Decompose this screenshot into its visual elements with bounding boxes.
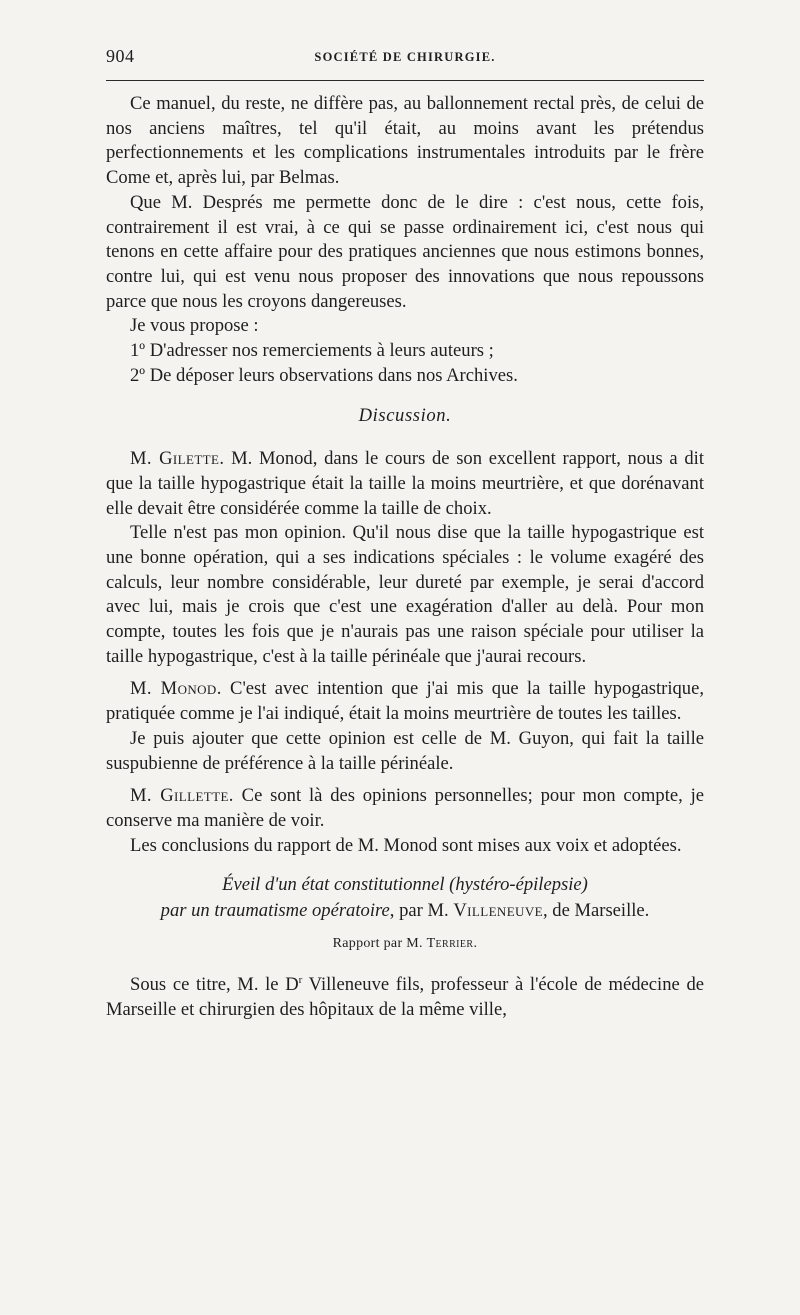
monod-text: C'est avec intention que j'ai mis que la taille hypogastrique, pratiquée comme je l'ai indiqué, était la moins meurtrière de toutes les tailles.: [106, 678, 704, 725]
paragraph-despres: Que M. Després me permette donc de le dire : c'est nous, cette fois, contrairement il est vrai, à ce qui se passe ordinairement ici, c'est nous qui tenons en cette affaire pour des pratiques anciennes que nous estimons bonnes, contre lui, qui est venu nous proposer des innovations que nous repoussons parce que nous les croyons dangereuses.: [106, 191, 704, 312]
rapport-prefix: Rapport par M.: [332, 936, 427, 952]
article-author: Villeneuve: [453, 900, 543, 922]
speaker-monod: M. Monod.: [130, 678, 222, 700]
paragraph-article-body: [106, 973, 704, 1022]
discussion-heading: Discussion.: [358, 405, 452, 427]
paragraph-conclusion: Les conclusions du rapport de M. Monod sont mises aux voix et adoptées.: [130, 834, 682, 856]
body-text: [106, 92, 704, 1023]
paragraph-manuel: Ce manuel, du reste, ne diffère pas, au ballonnement rectal près, de celui de nos anciens maîtres, tel qu'il était, au moins avant les prétendus perfectionnements et les complications instrumentales introduits par le frère Come et, après lui, par Belmas.: [106, 93, 704, 189]
paragraph-gilette-1: [106, 447, 704, 521]
list-item-archives: 2º De déposer leurs observations dans nos Archives.: [130, 364, 518, 386]
paragraph-monod-cont: Je puis ajouter que cette opinion est celle de M. Guyon, qui fait la taille suspubienne de préférence à la taille périnéale.: [106, 727, 704, 774]
rapport-line: [106, 932, 704, 957]
list-item-remerciements: 1º D'adresser nos remerciements à leurs auteurs ;: [130, 340, 494, 362]
speaker-gilette: M. Gilette.: [130, 448, 225, 470]
header-rule: [106, 80, 704, 81]
article-title-end: , de Marseille.: [542, 900, 650, 922]
article-body-sup: r: [298, 973, 303, 986]
running-title: SOCIÉTÉ DE CHIRURGIE.: [314, 50, 496, 64]
article-title-line-1: Éveil d'un état constitutionnel (hystéro-épilepsie): [222, 874, 588, 896]
article-body-start: Sous ce titre, M. le D: [130, 974, 299, 996]
article-title-line-2: par un traumatisme opératoire: [160, 900, 390, 922]
gillette-2-text: Ce sont là des opinions personnelles; pour mon compte, je conserve ma manière de voir.: [106, 785, 704, 831]
paragraph-propose: Je vous propose :: [130, 315, 259, 337]
page: [106, 0, 704, 1315]
gilette-1-text: M. Monod, dans le cours de son excellent rapport, nous a dit que la taille hypogastrique était la taille la moins meurtrière, et que dorénavant elle devait être considérée comme la taille de choix.: [106, 448, 704, 519]
paragraph-gillette-2: [106, 784, 704, 833]
speaker-gillette: M. Gillette.: [130, 785, 234, 807]
paragraph-monod: [106, 677, 704, 726]
article-title: [106, 872, 704, 924]
rapporteur: Terrier.: [426, 936, 478, 952]
article-title-by: , par M.: [389, 900, 454, 922]
paragraph-gilette-1-cont: Telle n'est pas mon opinion. Qu'il nous dise que la taille hypogastrique est une bonne opération, qui a ses indications spéciales : le volume exagéré des calculs, leur nombre considérable, leur dureté par exemple, je serai d'accord avec lui, mais je crois que c'est une exagération d'aller au delà. Pour mon compte, toutes les fois que je n'aurais pas une raison spéciale pour utiliser la taille hypogastrique, c'est à la taille périnéale que j'aurai recours.: [106, 522, 704, 667]
page-number: 904: [106, 46, 135, 66]
page-header: [106, 46, 704, 70]
article-body-rest: Villeneuve fils, professeur à l'école de médecine de Marseille et chirurgien des hôpitaux de la même ville,: [106, 974, 704, 1020]
